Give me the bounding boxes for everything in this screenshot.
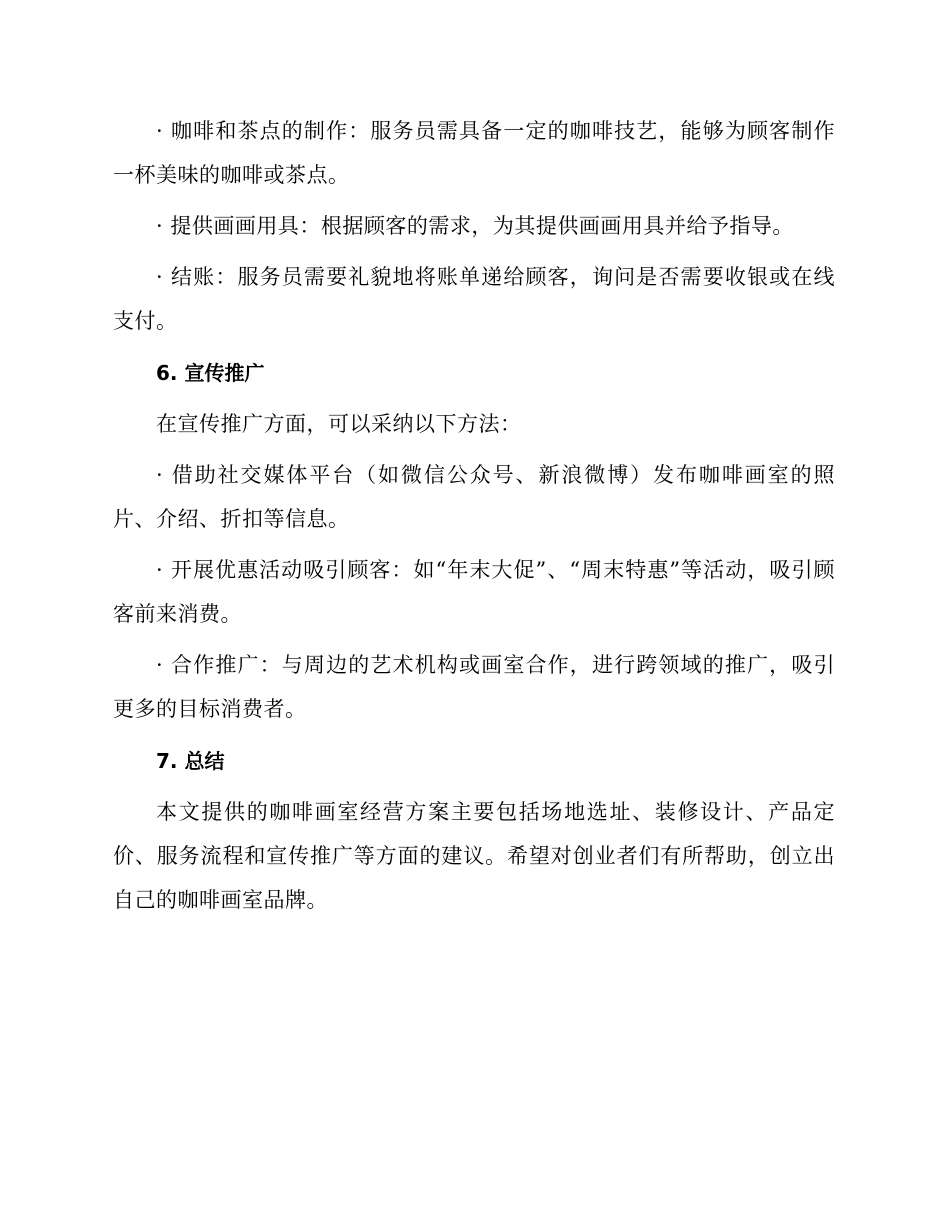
section-heading-summary: 7. 总结 <box>156 749 225 773</box>
bullet-cooperation: · 合作推广：与周边的艺术机构或画室合作，进行跨领域的推广，吸引更多的目标消费者。 <box>113 653 835 721</box>
bullet-checkout: · 结账：服务员需要礼貌地将账单递给顾客，询问是否需要收银或在线支付。 <box>113 265 835 333</box>
document-body <box>113 109 835 922</box>
bullet-discount-events: · 开展优惠活动吸引顾客：如“年末大促”、“周末特惠”等活动，吸引顾客前来消费。 <box>113 558 835 626</box>
section-heading-promotion: 6. 宣传推广 <box>156 361 265 385</box>
bullet-coffee-making: · 咖啡和茶点的制作：服务员需具备一定的咖啡技艺，能够为顾客制作一杯美味的咖啡或茶点。 <box>113 119 835 187</box>
bullet-social-media: · 借助社交媒体平台（如微信公众号、新浪微博）发布咖啡画室的照片、介绍、折扣等信息。 <box>113 463 835 531</box>
summary-paragraph: 本文提供的咖啡画室经营方案主要包括场地选址、装修设计、产品定价、服务流程和宣传推广等方面的建议。希望对创业者们有所帮助，创立出自己的咖啡画室品牌。 <box>113 800 835 912</box>
bullet-drawing-tools: · 提供画画用具：根据顾客的需求，为其提供画画用具并给予指导。 <box>156 214 794 238</box>
promotion-intro: 在宣传推广方面，可以采纳以下方法： <box>156 412 522 436</box>
